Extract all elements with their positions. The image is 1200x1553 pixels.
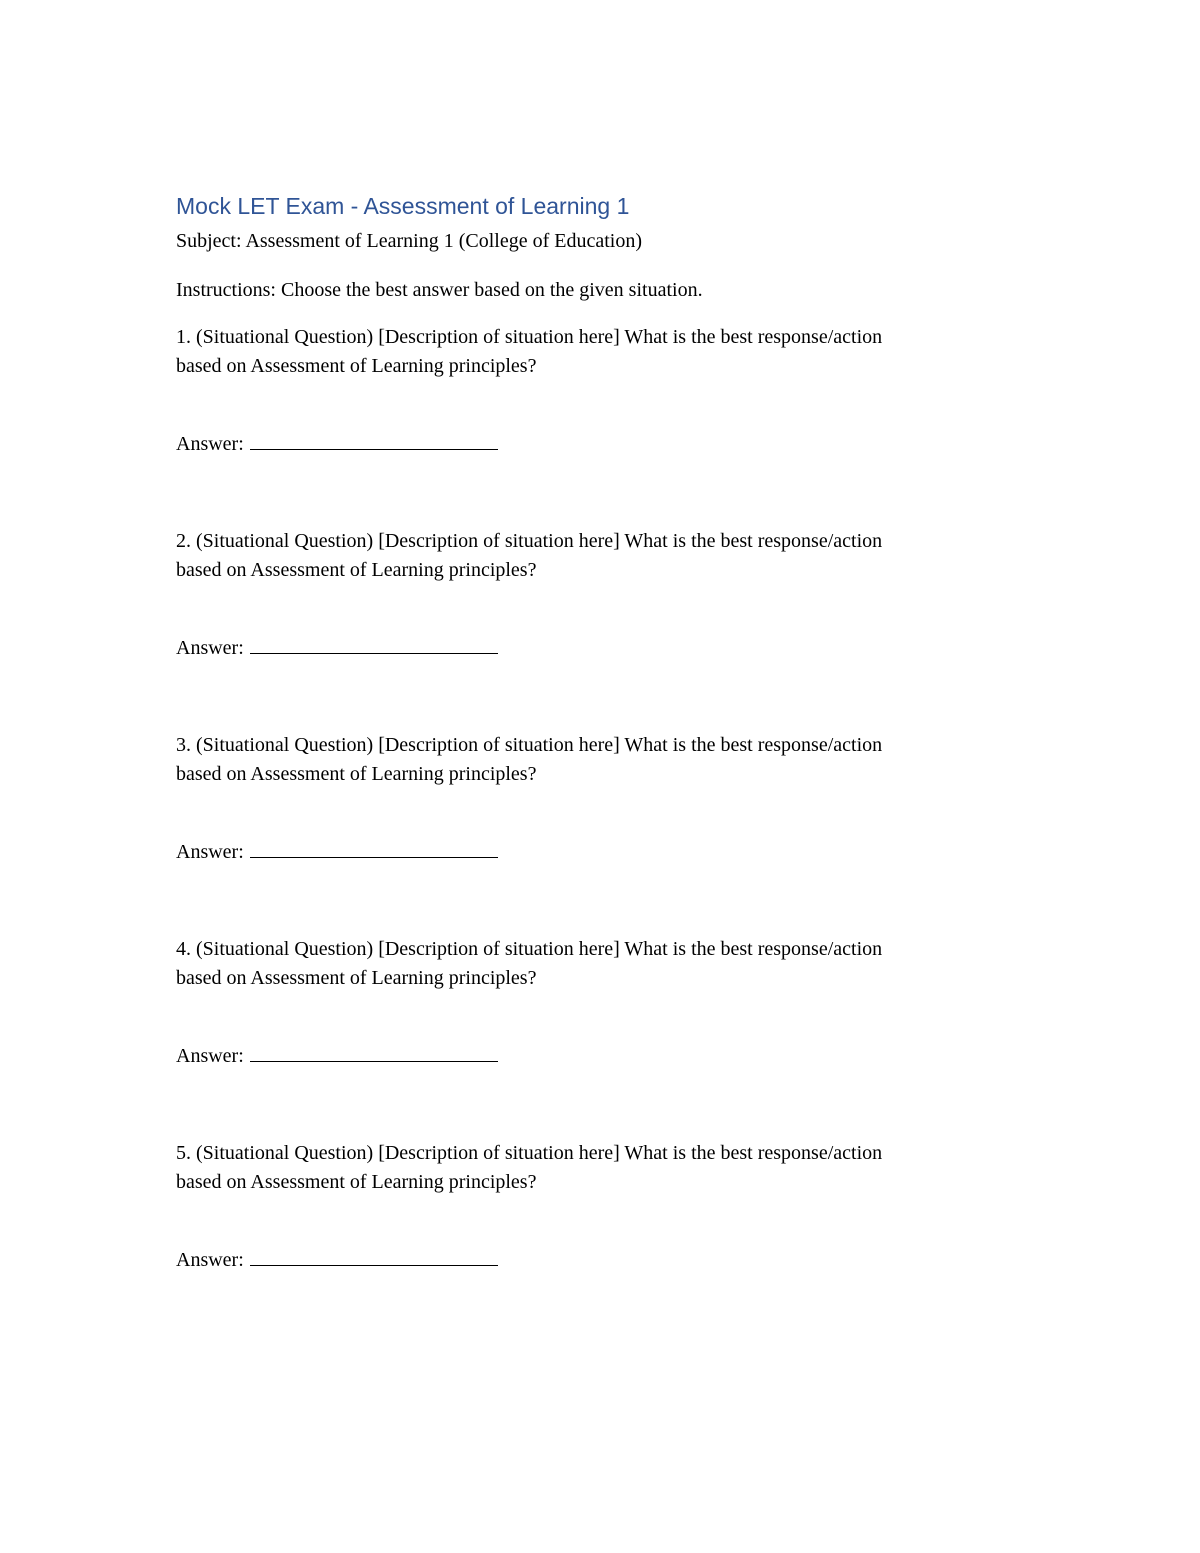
question-text-line-2: based on Assessment of Learning principles? [176, 1171, 537, 1193]
instructions-line: Instructions: Choose the best answer based on the given situation. [176, 279, 703, 301]
question-text-line-2: based on Assessment of Learning principles? [176, 559, 537, 581]
question-item-4 [176, 935, 1026, 1067]
answer-label: Answer: [176, 637, 244, 659]
question-item-1 [176, 323, 1026, 455]
question-text-line-1: 1. (Situational Question) [Description of situation here] What is the best response/action [176, 326, 883, 348]
answer-label: Answer: [176, 1045, 244, 1067]
answer-label: Answer: [176, 433, 244, 455]
question-item-5 [176, 1139, 1026, 1271]
answer-blank-line[interactable] [250, 429, 498, 450]
answer-blank-line[interactable] [250, 1245, 498, 1266]
answer-blank-line[interactable] [250, 1041, 498, 1062]
answer-row [176, 837, 498, 867]
question-text-line-2: based on Assessment of Learning principles? [176, 967, 537, 989]
answer-label: Answer: [176, 1249, 244, 1271]
question-text-line-2: based on Assessment of Learning principles? [176, 355, 537, 377]
question-text-line-2: based on Assessment of Learning principles? [176, 763, 537, 785]
subject-line: Subject: Assessment of Learning 1 (College of Education) [176, 230, 643, 252]
answer-blank-line[interactable] [250, 633, 498, 654]
answer-label: Answer: [176, 841, 244, 863]
question-text-line-1: 2. (Situational Question) [Description of situation here] What is the best response/action [176, 530, 883, 552]
answer-blank-line[interactable] [250, 837, 498, 858]
question-text-line-1: 5. (Situational Question) [Description of situation here] What is the best response/action [176, 1142, 883, 1164]
document-title: Mock LET Exam - Assessment of Learning 1 [176, 193, 630, 219]
answer-row [176, 633, 498, 663]
question-item-2 [176, 527, 1026, 659]
question-item-3 [176, 731, 1026, 863]
answer-row [176, 1041, 498, 1071]
question-text-line-1: 3. (Situational Question) [Description of situation here] What is the best response/action [176, 734, 883, 756]
answer-row [176, 1245, 498, 1275]
question-text-line-1: 4. (Situational Question) [Description of situation here] What is the best response/action [176, 938, 883, 960]
answer-row [176, 429, 498, 459]
